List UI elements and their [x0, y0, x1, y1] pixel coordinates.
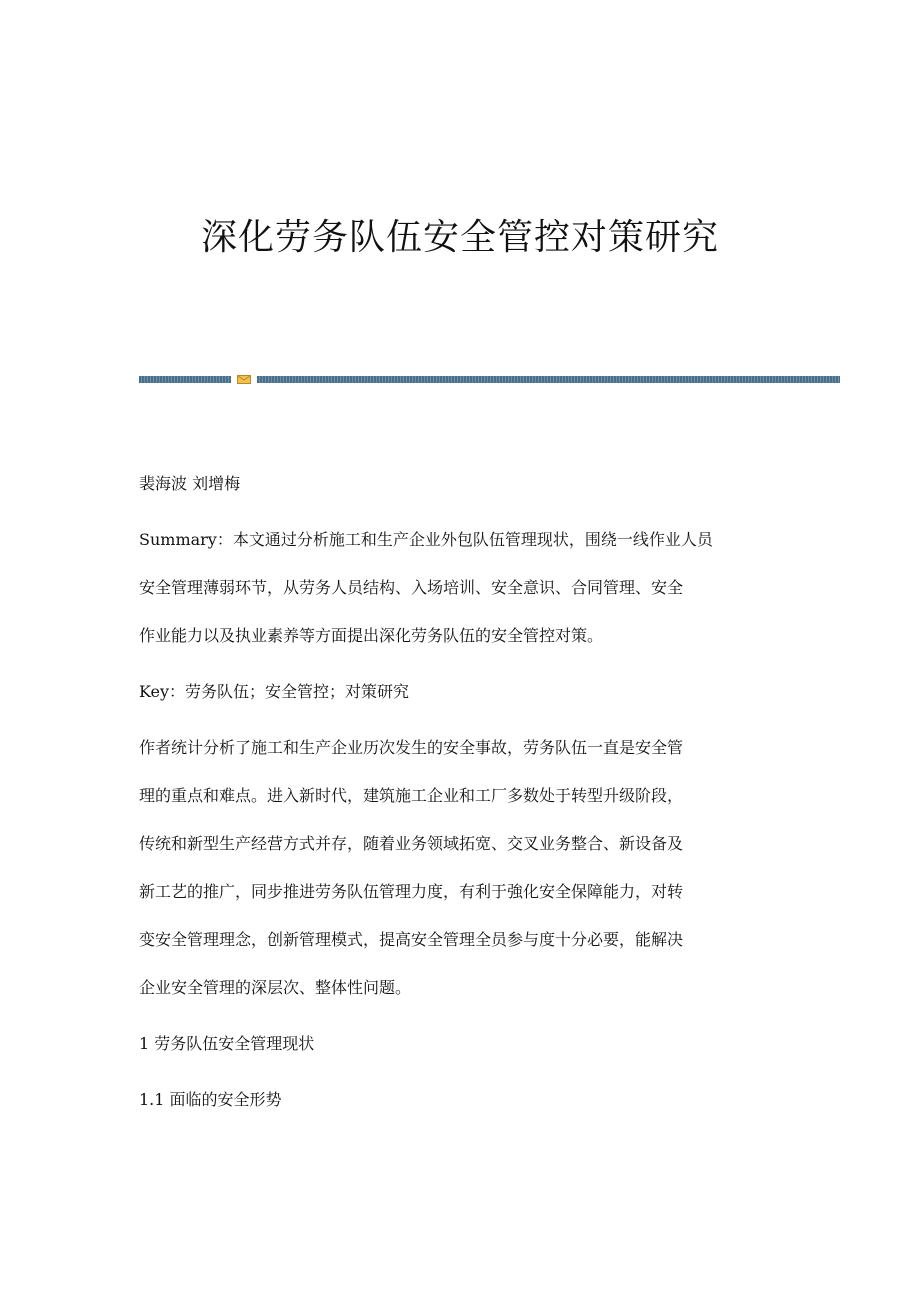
document-title: 深化劳务队伍安全管控对策研究 [200, 217, 719, 258]
summary-line: Summary：本文通过分析施工和生产企业外包队伍管理现状，围绕一线作业人员 [139, 530, 713, 549]
divider-bar-right [257, 376, 840, 383]
title-divider [139, 375, 840, 384]
body-line: 企业安全管理的深层次、整体性问题。 [139, 978, 412, 997]
keywords-line: Key：劳务队伍；安全管控；对策研究 [139, 682, 410, 701]
author-line: 裴海波 刘增梅 [139, 474, 241, 493]
section-heading-1: 1 劳务队伍安全管理现状 [139, 1034, 315, 1053]
envelope-icon [237, 375, 251, 384]
body-line: 变安全管理理念，创新管理模式，提高安全管理全员参与度十分必要，能解决 [139, 930, 684, 949]
divider-bar-left [139, 376, 231, 383]
summary-line: 作业能力以及执业素养等方面提出深化劳务队伍的安全管控对策。 [139, 626, 604, 645]
summary-line: 安全管理薄弱环节，从劳务人员结构、入场培训、安全意识、合同管理、安全 [139, 578, 684, 597]
section-heading-1-1: 1.1 面临的安全形势 [139, 1090, 282, 1109]
body-line: 新工艺的推广，同步推进劳务队伍管理力度，有利于強化安全保障能力，对转 [139, 882, 684, 901]
body-line: 理的重点和难点。进入新时代，建筑施工企业和工厂多数处于转型升级阶段， [139, 786, 684, 805]
body-line: 作者统计分析了施工和生产企业历次发生的安全事故，劳务队伍一直是安全管 [139, 738, 684, 757]
body-line: 传统和新型生产经营方式并存，随着业务领域拓宽、交叉业务整合、新设备及 [139, 834, 684, 853]
